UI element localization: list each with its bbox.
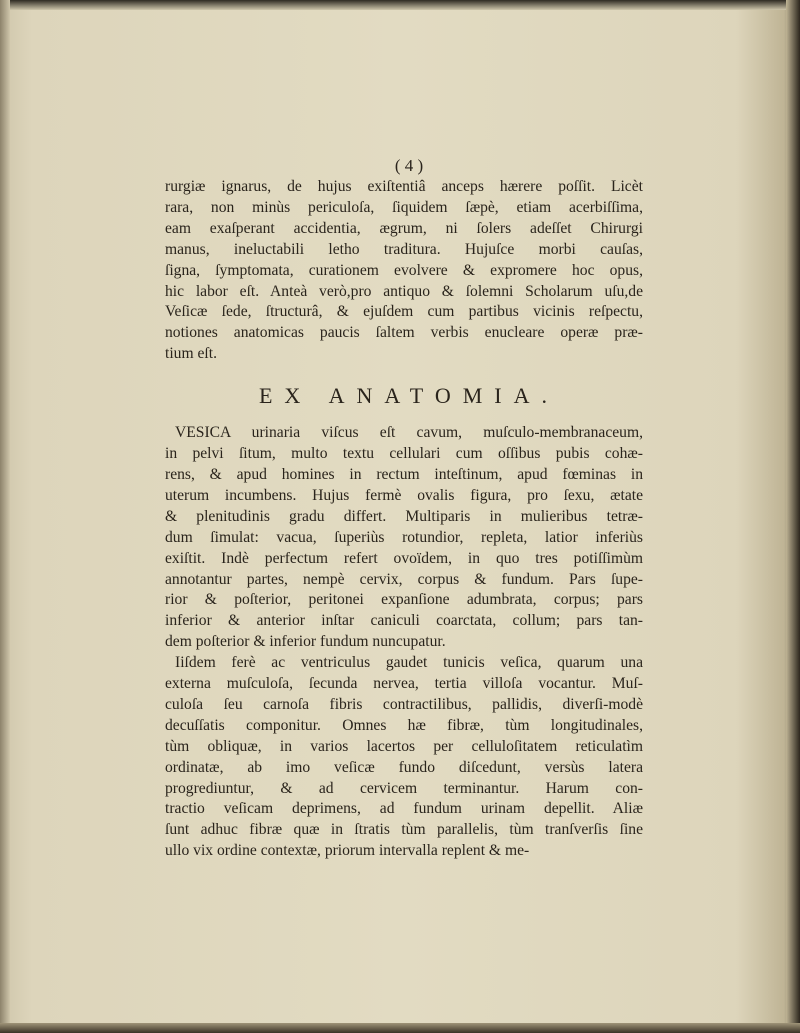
- text-line: tractio veſicam deprimens, ad fundum urinam depellit. Aliæ: [165, 800, 643, 818]
- text-line: rara, non minùs periculoſa, ſiquidem ſæpè, etiam acerbiſſima,: [165, 198, 643, 216]
- text-line: rior & poſterior, peritonei expanſione adumbrata, corpus; pars: [165, 591, 643, 609]
- text-line: externa muſculoſa, ſecunda nervea, tertia villoſa vocantur. Muſ-: [165, 675, 643, 693]
- page-edge-right: [786, 0, 800, 1033]
- text-line: ordinatæ, ab imo veſicæ fundo diſcedunt, versùs latera: [165, 758, 643, 776]
- text-line: eam exaſperant accidentia, ægrum, ni ſolers adeſſet Chirurgi: [165, 219, 643, 237]
- page-edge-left: [0, 0, 10, 1033]
- text-line: ſigna, ſymptomata, curationem evolvere & expromere hoc opus,: [165, 261, 643, 279]
- text-line: rurgiæ ignarus, de hujus exiſtentiâ anceps hærere poſſit. Licèt: [165, 178, 643, 195]
- text-line: inferior & anterior inſtar caniculi coarctata, collum; pars tan-: [165, 612, 643, 630]
- text-line: tùm obliquæ, in varios lacertos per celluloſitatem reticulatìm: [165, 737, 643, 755]
- text-line: notiones anatomicas paucis ſaltem verbis enucleare operæ præ-: [165, 324, 643, 342]
- text-line: & plenitudinis gradu differt. Multiparis in mulieribus tetræ-: [165, 507, 643, 525]
- text-line: culoſa ſeu carnoſa fibris contractilibus, pallidis, diverſi-modè: [165, 695, 643, 713]
- paragraph-tunics: [165, 653, 643, 862]
- text-line: progrediuntur, & ad cervicem terminantur. Harum con-: [165, 779, 643, 797]
- paragraph-intro: [165, 177, 643, 365]
- text-line: manus, ineluctabili letho traditura. Hujuſce morbi cauſas,: [165, 240, 643, 258]
- text-line: in pelvi ſitum, multo textu cellulari cum oſſibus pubis cohæ-: [165, 445, 643, 463]
- text-line: hic labor eſt. Anteà verò,pro antiquo & ſolemni Scholarum uſu,de: [165, 282, 643, 300]
- text-line: ullo vix ordine contextæ, priorum intervalla replent & me-: [165, 842, 530, 860]
- text-line: Iiſdem ferè ac ventriculus gaudet tunicis veſica, quarum una: [175, 654, 643, 672]
- text-line: dum ſimulat: vacua, ſuperiùs rotundior, repleta, latior inferiùs: [165, 528, 643, 546]
- page-edge-top: [0, 0, 800, 10]
- text-line: Veſicæ ſede, ſtructurâ, & ejuſdem cum partibus vicinis reſpectu,: [165, 303, 643, 321]
- text-line: uterum incumbens. Hujus fermè ovalis figura, pro ſexu, ætate: [165, 486, 643, 504]
- text-line: tium eſt.: [165, 345, 217, 363]
- page-number: ( 4 ): [394, 156, 424, 175]
- text-line: dem poſterior & inferior fundum nuncupatur.: [165, 633, 446, 651]
- text-line: annotantur partes, nempè cervix, corpus & fundum. Pars ſupe-: [165, 570, 643, 588]
- section-heading: EX ANATOMIA.: [258, 383, 560, 409]
- page-edge-bottom: [0, 1023, 800, 1033]
- text-line: ſunt adhuc fibræ quæ in ſtratis tùm parallelis, tùm tranſverſis ſine: [165, 821, 643, 839]
- text-block: [165, 155, 643, 862]
- text-line: decuſſatis componitur. Omnes hæ fibræ, tùm longitudinales,: [165, 716, 643, 734]
- text-line: VESICA urinaria viſcus eſt cavum, muſculo-membranaceum,: [175, 424, 643, 442]
- paragraph-vesica: [165, 423, 643, 653]
- text-line: exiſtit. Indè perfectum refert ovoïdem, in quo tres potiſſimùm: [165, 549, 643, 567]
- text-line: rens, & apud homines in rectum inteſtinum, apud fœminas in: [165, 465, 643, 483]
